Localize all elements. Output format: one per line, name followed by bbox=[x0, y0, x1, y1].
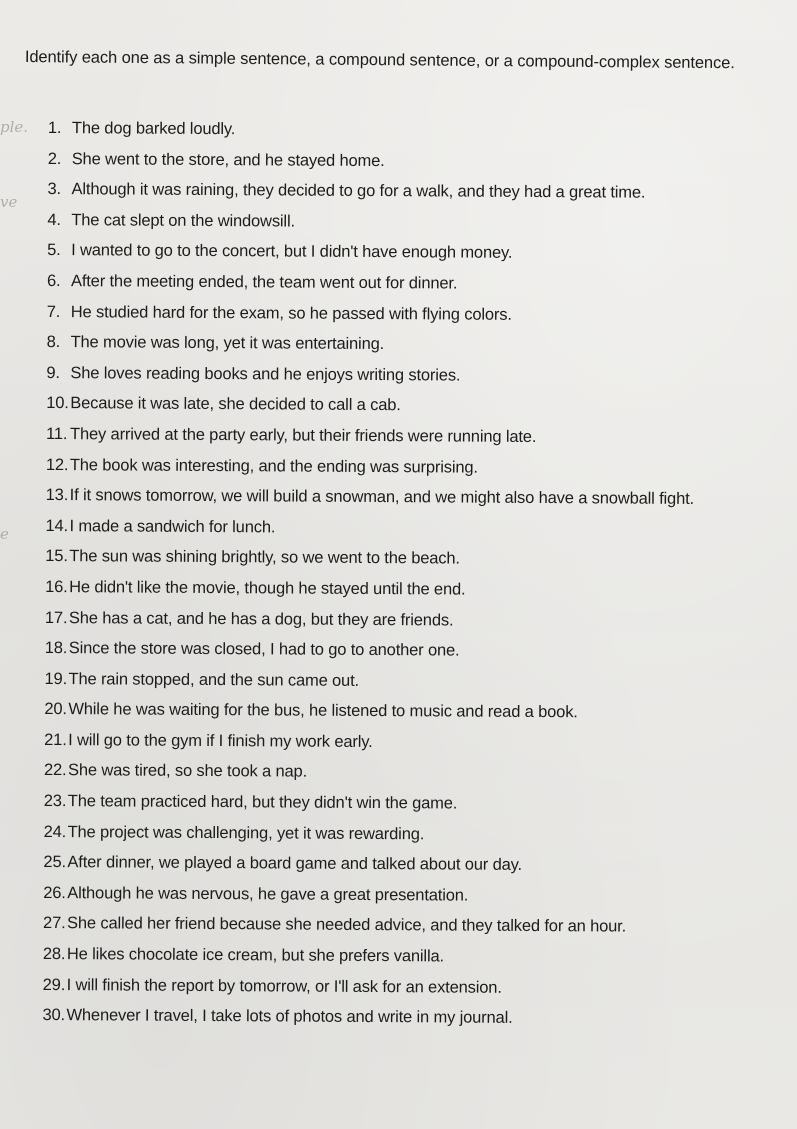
sentence-item bbox=[43, 911, 783, 946]
sentence-item bbox=[44, 667, 784, 702]
sentence-item bbox=[47, 269, 787, 304]
item-number: 25. bbox=[43, 853, 66, 872]
item-number: 3. bbox=[47, 180, 62, 199]
sentence-item bbox=[46, 422, 786, 457]
item-text: Because it was late, she decided to call a cab. bbox=[70, 394, 401, 415]
sentence-item bbox=[44, 820, 784, 855]
sentence-item bbox=[47, 330, 787, 365]
sentence-item bbox=[47, 300, 787, 335]
item-text: The project was challenging, yet it was rewarding. bbox=[67, 822, 425, 843]
item-text: Although it was raining, they decided to go for a walk, and they had a great time. bbox=[71, 180, 646, 202]
sentence-item bbox=[46, 483, 786, 518]
item-number: 6. bbox=[46, 271, 61, 291]
sentence-item bbox=[47, 208, 787, 243]
item-number: 23. bbox=[43, 792, 67, 811]
sentence-item bbox=[45, 514, 785, 549]
sentence-item bbox=[44, 789, 784, 824]
item-text: If it snows tomorrow, we will build a snowman, and we might also have a snowball fight. bbox=[69, 486, 695, 509]
item-text: I wanted to go to the concert, but I didn't have enough money. bbox=[71, 241, 513, 263]
sentence-item bbox=[43, 850, 783, 885]
sentence-item bbox=[47, 177, 787, 212]
item-number: 17. bbox=[44, 608, 68, 627]
item-text: He didn't like the movie, though he stayed until the end. bbox=[69, 578, 466, 599]
item-text: They arrived at the party early, but their friends were running late. bbox=[70, 425, 537, 446]
item-text: She loves reading books and he enjoys writing stories. bbox=[70, 363, 461, 385]
item-number: 13. bbox=[45, 486, 69, 505]
sentence-item bbox=[48, 116, 788, 151]
item-text: Whenever I travel, I take lots of photos and write in my journal. bbox=[66, 1006, 513, 1028]
item-text: I will finish the report by tomorrow, or I'll ask for an extension. bbox=[66, 975, 502, 997]
item-number: 22. bbox=[43, 761, 67, 780]
item-number: 30. bbox=[42, 1006, 66, 1025]
item-number: 24. bbox=[43, 822, 67, 841]
item-text: After dinner, we played a board game and talked about our day. bbox=[67, 853, 523, 875]
pencil-mark: e bbox=[0, 525, 9, 543]
sentence-item bbox=[45, 605, 785, 640]
item-text: The cat slept on the windowsill. bbox=[71, 210, 295, 231]
item-number: 19. bbox=[44, 669, 68, 688]
sentence-item bbox=[43, 881, 783, 916]
item-number: 21. bbox=[44, 730, 67, 750]
item-text: The book was interesting, and the ending was surprising. bbox=[69, 455, 478, 477]
sentence-item bbox=[45, 544, 785, 579]
item-number: 5. bbox=[47, 241, 61, 260]
item-number: 18. bbox=[44, 639, 68, 658]
item-text: The rain stopped, and the sun came out. bbox=[68, 669, 360, 690]
item-number: 4. bbox=[47, 210, 61, 229]
item-text: Although he was nervous, he gave a great presentation. bbox=[67, 883, 469, 905]
item-number: 9. bbox=[46, 363, 60, 382]
item-text: The team practiced hard, but they didn't win the game. bbox=[67, 792, 458, 813]
sentence-item bbox=[44, 758, 784, 793]
item-number: 20. bbox=[44, 700, 67, 719]
item-number: 27. bbox=[43, 914, 66, 933]
item-number: 16. bbox=[45, 577, 68, 597]
item-number: 7. bbox=[46, 302, 61, 321]
sentence-item bbox=[42, 1003, 782, 1038]
item-number: 8. bbox=[46, 333, 61, 352]
sentence-item bbox=[43, 942, 783, 977]
sentence-item bbox=[47, 238, 787, 273]
item-number: 26. bbox=[43, 883, 66, 902]
item-text: The sun was shining brightly, so we went to the beach. bbox=[69, 547, 460, 568]
item-number: 29. bbox=[42, 975, 66, 994]
item-text: After the meeting ended, the team went out for dinner. bbox=[70, 272, 458, 293]
item-number: 28. bbox=[42, 945, 66, 964]
item-text: The movie was long, yet it was entertaining. bbox=[70, 333, 385, 354]
sentence-item bbox=[44, 728, 784, 763]
item-text: She went to the store, and he stayed home. bbox=[71, 149, 385, 170]
item-number: 1. bbox=[47, 118, 62, 138]
sentence-item bbox=[43, 973, 783, 1008]
item-text: He studied hard for the exam, so he passed with flying colors. bbox=[70, 302, 512, 324]
item-number: 2. bbox=[47, 149, 62, 168]
item-number: 14. bbox=[45, 516, 69, 535]
sentence-item bbox=[48, 147, 788, 182]
item-text: While he was waiting for the bus, he listened to music and read a book. bbox=[68, 700, 578, 722]
item-number: 11. bbox=[46, 424, 68, 444]
sentence-item bbox=[46, 453, 786, 488]
item-text: The dog barked loudly. bbox=[71, 119, 236, 139]
item-text: Since the store was closed, I had to go to another one. bbox=[68, 639, 460, 660]
sentence-item bbox=[46, 361, 786, 396]
sentence-item bbox=[46, 391, 786, 426]
item-number: 10. bbox=[46, 394, 69, 413]
sentence-item bbox=[45, 575, 785, 610]
item-text: I made a sandwich for lunch. bbox=[69, 516, 276, 537]
item-number: 15. bbox=[45, 547, 68, 566]
sentence-item bbox=[44, 697, 784, 732]
item-text: I will go to the gym if I finish my work early. bbox=[68, 731, 373, 751]
pencil-mark: ple. bbox=[0, 118, 29, 136]
item-text: She called her friend because she needed advice, and they talked for an hour. bbox=[67, 914, 627, 936]
item-number: 12. bbox=[45, 455, 69, 474]
item-text: He likes chocolate ice cream, but she prefers vanilla. bbox=[66, 945, 445, 966]
item-text: She has a cat, and he has a dog, but they are friends. bbox=[68, 608, 454, 629]
pencil-mark: ve bbox=[0, 193, 18, 211]
sentence-list bbox=[42, 116, 788, 1038]
item-text: She was tired, so she took a nap. bbox=[67, 761, 308, 782]
instructions-text: Identify each one as a simple sentence, a compound sentence, or a compound-complex sentence. bbox=[24, 47, 735, 73]
sentence-item bbox=[45, 636, 785, 671]
